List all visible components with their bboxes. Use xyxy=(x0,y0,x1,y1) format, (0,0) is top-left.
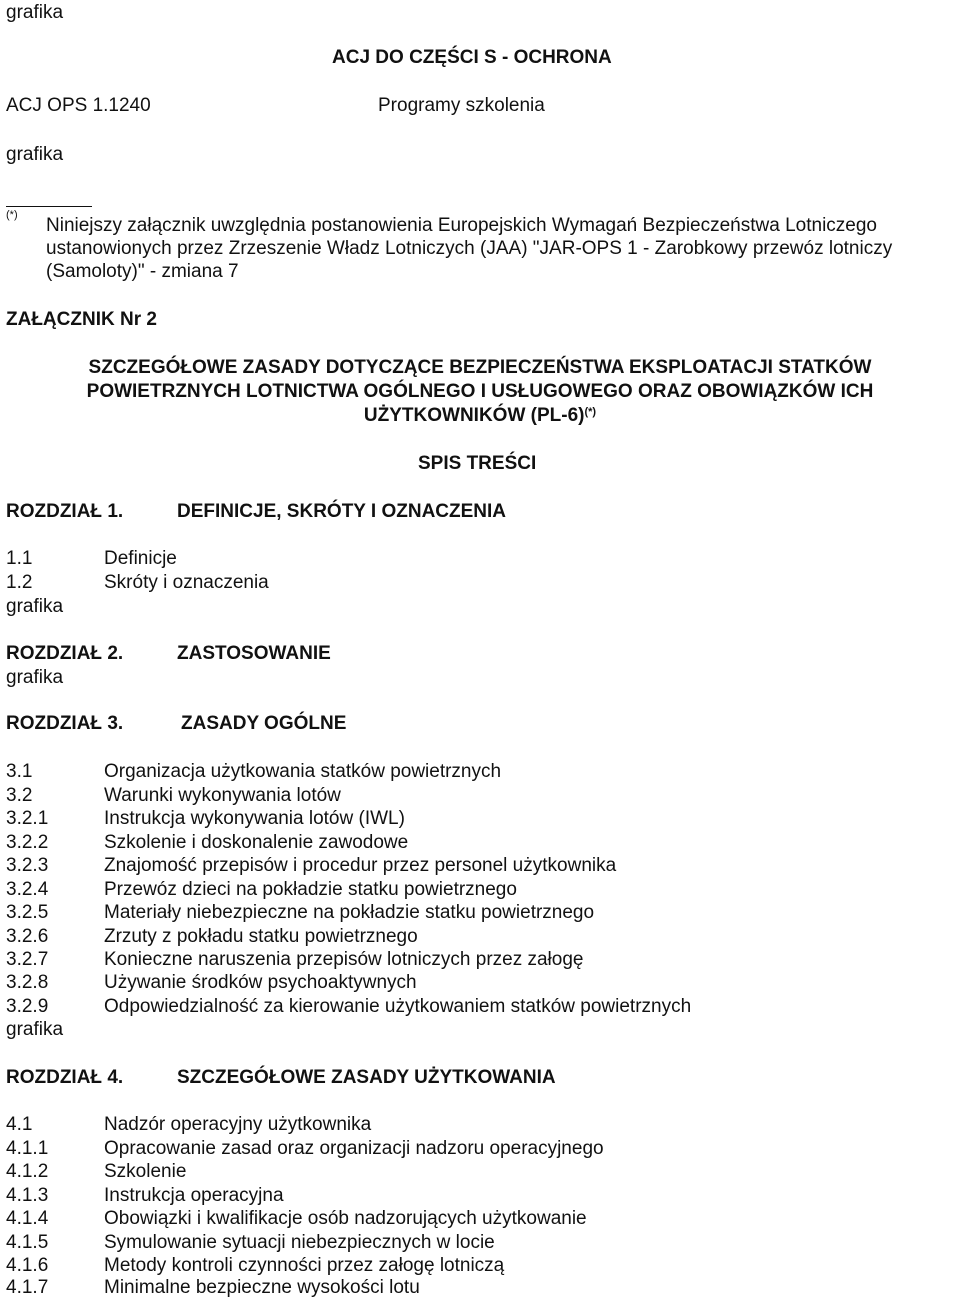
annex-label: ZAŁĄCZNIK Nr 2 xyxy=(6,309,157,330)
toc-item-number: 3.2.8 xyxy=(6,972,49,993)
toc-item-number: 4.1 xyxy=(6,1114,33,1135)
toc-item-title: Szkolenie xyxy=(104,1161,187,1182)
toc-item-number: 3.2.5 xyxy=(6,902,49,923)
document-header-title: ACJ DO CZĘŚCI S - OCHRONA xyxy=(332,47,612,68)
toc-item-number: 3.1 xyxy=(6,761,33,782)
document-subtitle: Programy szkolenia xyxy=(378,95,545,116)
toc-item-title: Używanie środków psychoaktywnych xyxy=(104,972,417,993)
toc-item-number: 4.1.1 xyxy=(6,1138,49,1159)
toc-item-title: Warunki wykonywania lotów xyxy=(104,785,341,806)
toc-item-number: 3.2.9 xyxy=(6,996,49,1017)
graphic-placeholder: grafika xyxy=(6,1019,64,1040)
chapter-3-title: ZASADY OGÓLNE xyxy=(181,713,347,734)
toc-item-number: 4.1.5 xyxy=(6,1232,49,1253)
toc-item-number: 4.1.7 xyxy=(6,1277,49,1298)
toc-item-number: 3.2.7 xyxy=(6,949,49,970)
toc-item-title: Metody kontroli czynności przez załogę lotniczą xyxy=(104,1255,505,1276)
toc-item-number: 3.2.6 xyxy=(6,926,49,947)
chapter-2-label: ROZDZIAŁ 2. xyxy=(6,643,124,664)
toc-item-title: Przewóz dzieci na pokładzie statku powietrznego xyxy=(104,879,517,900)
main-title-text: UŻYTKOWNIKÓW (PL-6) xyxy=(363,405,585,426)
toc-item-number: 1.2 xyxy=(6,572,33,593)
footnote-text: Niniejszy załącznik uwzględnia postanowienia Europejskich Wymagań Bezpieczeństwa Lotniczego ustanowionych przez Zrzeszenie Władz Lotniczych (JAA) "JAR-OPS 1 - Zarobkowy przewóz lotniczy (Samoloty)" - zmiana 7 xyxy=(46,215,893,282)
graphic-placeholder: grafika xyxy=(6,2,64,23)
toc-item-title: Nadzór operacyjny użytkownika xyxy=(104,1114,372,1135)
footnote-separator xyxy=(6,206,92,207)
graphic-placeholder: grafika xyxy=(6,596,64,617)
chapter-4-label: ROZDZIAŁ 4. xyxy=(6,1067,124,1088)
toc-item-number: 3.2.4 xyxy=(6,879,49,900)
graphic-placeholder: grafika xyxy=(6,667,64,688)
toc-item-title: Skróty i oznaczenia xyxy=(104,572,269,593)
document-reference: ACJ OPS 1.1240 xyxy=(6,95,151,116)
toc-item-number: 3.2.3 xyxy=(6,855,49,876)
toc-item-title: Szkolenie i doskonalenie zawodowe xyxy=(104,832,409,853)
chapter-1-label: ROZDZIAŁ 1. xyxy=(6,501,124,522)
toc-item-number: 3.2.1 xyxy=(6,808,49,829)
toc-item-title: Materiały niebezpieczne na pokładzie statku powietrznego xyxy=(104,902,595,923)
graphic-placeholder: grafika xyxy=(6,144,64,165)
toc-item-title: Symulowanie sytuacji niebezpiecznych w locie xyxy=(104,1232,495,1253)
toc-item-title: Opracowanie zasad oraz organizacji nadzoru operacyjnego xyxy=(104,1138,604,1159)
toc-item-title: Odpowiedzialność za kierowanie użytkowaniem statków powietrznych xyxy=(104,996,692,1017)
toc-item-title: Konieczne naruszenia przepisów lotniczych przez załogę xyxy=(104,949,584,970)
toc-item-title: Znajomość przepisów i procedur przez personel użytkownika xyxy=(104,855,617,876)
footnote-marker: (*) xyxy=(6,209,18,221)
toc-title: SPIS TREŚCI xyxy=(418,453,537,474)
toc-item-title: Instrukcja operacyjna xyxy=(104,1185,284,1206)
toc-item-number: 1.1 xyxy=(6,548,33,569)
main-title-line-3 xyxy=(0,405,960,427)
toc-item-title: Obowiązki i kwalifikacje osób nadzorujących użytkowanie xyxy=(104,1208,587,1229)
toc-item-title: Zrzuty z pokładu statku powietrznego xyxy=(104,926,418,947)
toc-item-number: 4.1.2 xyxy=(6,1161,49,1182)
toc-item-title: Minimalne bezpieczne wysokości lotu xyxy=(104,1277,420,1298)
toc-item-number: 4.1.4 xyxy=(6,1208,49,1229)
chapter-2-title: ZASTOSOWANIE xyxy=(177,643,331,664)
toc-item-title: Organizacja użytkowania statków powietrznych xyxy=(104,761,502,782)
toc-item-number: 3.2 xyxy=(6,785,33,806)
main-title-line-1: SZCZEGÓŁOWE ZASADY DOTYCZĄCE BEZPIECZEŃSTWA EKSPLOATACJI STATKÓW xyxy=(88,357,872,378)
chapter-4-title: SZCZEGÓŁOWE ZASADY UŻYTKOWANIA xyxy=(177,1067,556,1088)
main-title-marker: (*) xyxy=(584,406,597,418)
toc-item-title: Instrukcja wykonywania lotów (IWL) xyxy=(104,808,405,829)
chapter-3-label: ROZDZIAŁ 3. xyxy=(6,713,124,734)
toc-item-number: 4.1.3 xyxy=(6,1185,49,1206)
toc-item-number: 4.1.6 xyxy=(6,1255,49,1276)
toc-item-number: 3.2.2 xyxy=(6,832,49,853)
toc-item-title: Definicje xyxy=(104,548,177,569)
main-title-line-2: POWIETRZNYCH LOTNICTWA OGÓLNEGO I USŁUGOWEGO ORAZ OBOWIĄZKÓW ICH xyxy=(86,381,874,402)
chapter-1-title: DEFINICJE, SKRÓTY I OZNACZENIA xyxy=(177,501,507,522)
